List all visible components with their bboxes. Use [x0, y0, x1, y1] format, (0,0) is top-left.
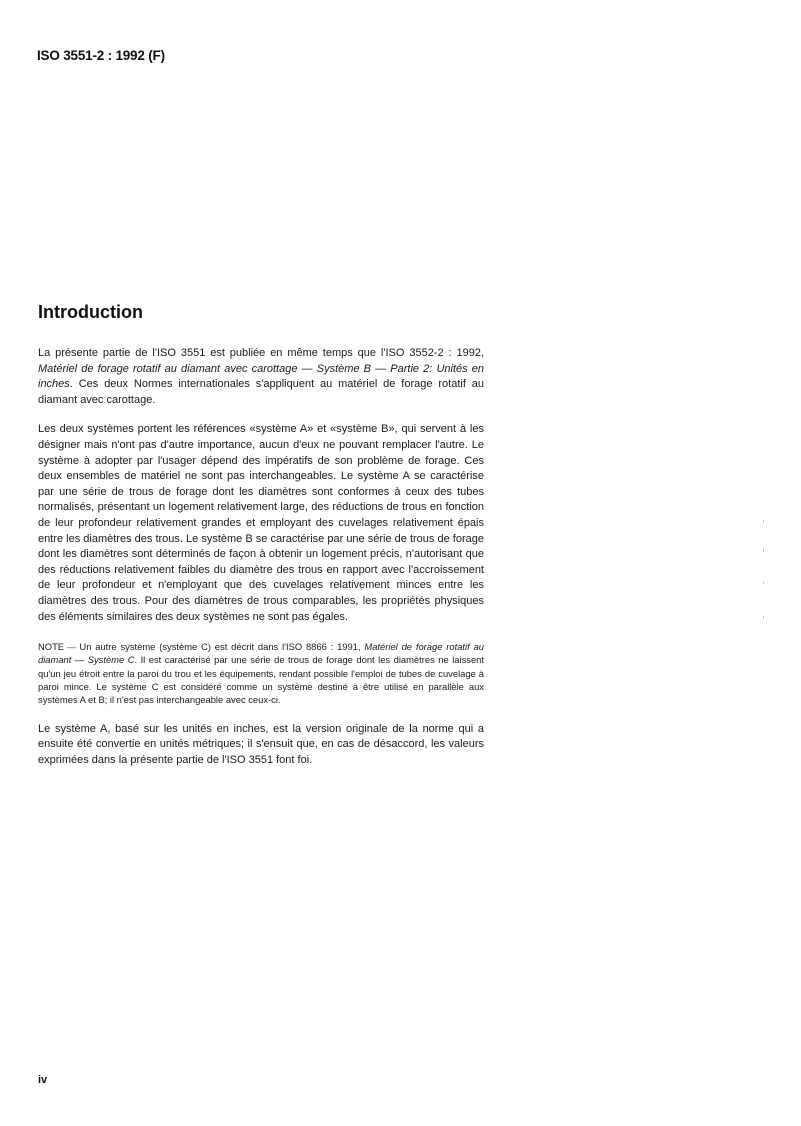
- document-header: ISO 3551-2 : 1992 (F): [37, 48, 165, 63]
- scan-speck: [763, 582, 764, 584]
- note-text-a: Un autre système (système C) est décrit dans l'ISO 8866 : 1991,: [79, 641, 365, 653]
- scan-speck: [763, 520, 764, 523]
- note-dash: —: [67, 641, 77, 653]
- page-number: iv: [38, 1074, 48, 1086]
- intro-paragraph-2: Les deux systèmes portent les références «système A» et «système B», qui servent à les désigner mais n'ont pas d'autre importance, aucun d'eux ne pouvant remplacer l'autre. Le système à adopter par l'usager dépend des impératifs de son problème de forage. Ces deux ensembles de matériel ne sont pas interchangeables. Le système A se caractérise par une série de trous de forage dont les diamètres sont conformes à ceux des tubes normalisés, présentant un logement relativement large, des réductions de trous en fonction de leur profondeur relativement grandes et employant des cuvelages relativement épais entre les diamètres des trous. Le système B se caractérise par une série de trous de forage dont les diamètres sont déterminés de façon à obtenir un logement précis, n'autorisant que des réductions relativement faibles du diamètre des trous en rapport avec l'accroissement de leur profondeur et n'employant que des cuvelages relativement minces entre les diamètres des trous. Pour des diamètres de trous comparables, les propriétés physiques des éléments similaires des deux systèmes ne sont pas égales.: [38, 423, 484, 623]
- intro-paragraph-1: [38, 346, 484, 408]
- paragraph-1-text-a: La présente partie de l'ISO 3551 est publiée en même temps que l'ISO 3552-2 : 1992,: [38, 347, 484, 359]
- referenced-standard-title: Matériel de forage rotatif au diamant avec carottage — Système B — Partie 2: Unités en inches: [38, 362, 484, 391]
- note-block: [38, 640, 484, 706]
- intro-paragraph-3: Le système A, basé sur les unités en inches, est la version originale de la norme qui a ensuite été convertie en unités métriques; il s'ensuit que, en cas de désaccord, les valeurs exprimées dans la présente partie de l'ISO 3551 font foi.: [38, 722, 484, 766]
- scan-artifact: [763, 520, 766, 640]
- scan-speck: [763, 616, 764, 619]
- section-title: Introduction: [38, 302, 143, 322]
- note-text-b: . Il est caractérisé par une série de trous de forage dont les diamètres ne laissent qu'un jeu étroit entre la paroi du trou et les équipements, rendant possible l'emploi de tubes de cuvelage à paroi mince. Le système C est considéré comme un système destiné à être utilisé en parallèle aux systèmes A et B; il n'est pas interchangeable avec ceux-ci.: [38, 654, 484, 706]
- paragraph-1-text-b: . Ces deux Normes internationales s'appliquent au matériel de forage rotatif au diamant avec carottage.: [38, 378, 484, 406]
- scan-speck: [763, 548, 764, 552]
- note-referenced-title: Matériel de forage rotatif au diamant — Système C: [38, 641, 484, 666]
- note-label: NOTE: [38, 641, 65, 653]
- introduction-body: [38, 346, 484, 768]
